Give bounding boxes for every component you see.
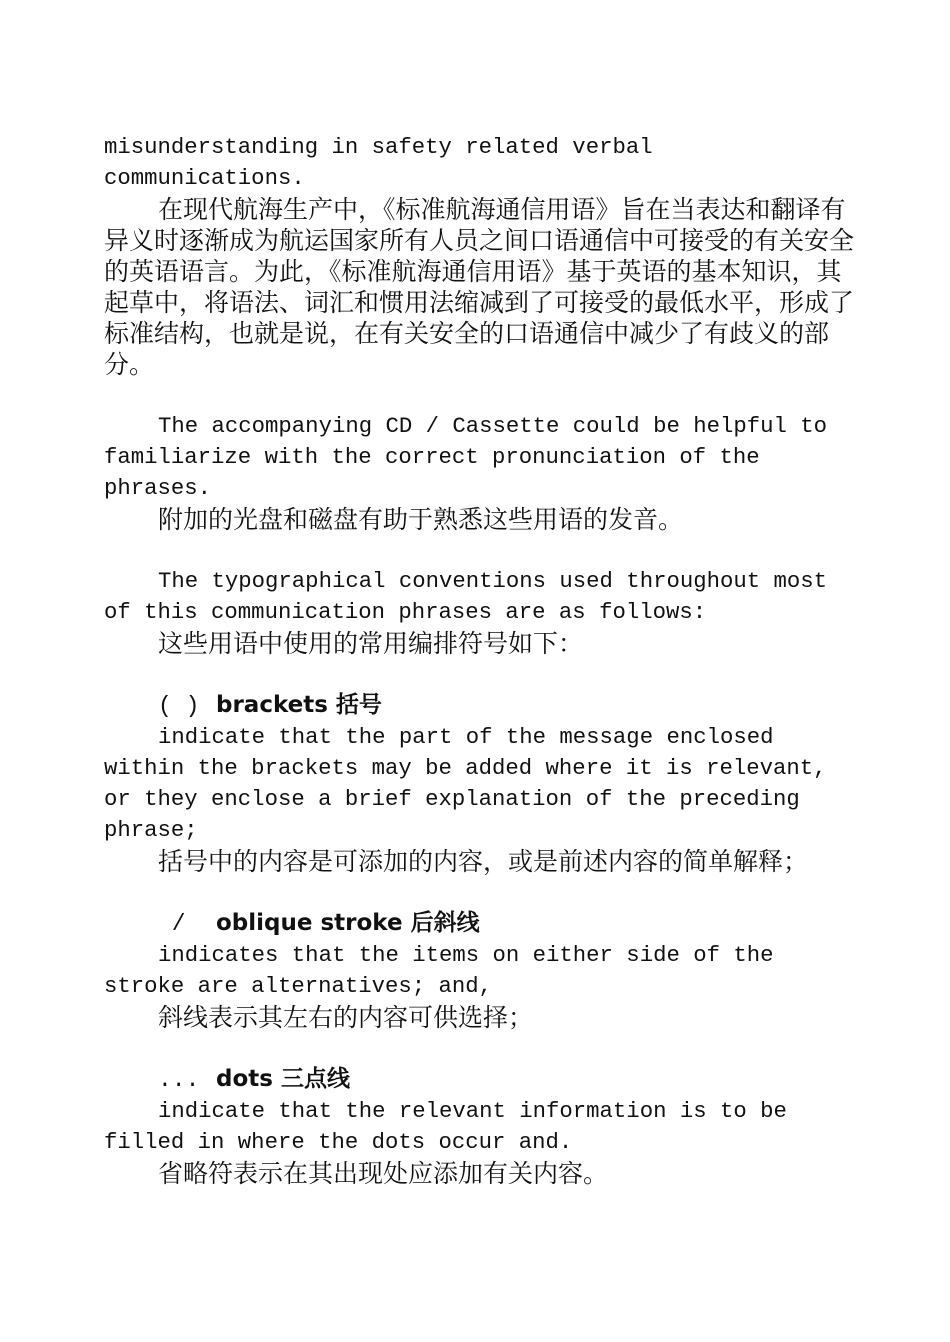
oblique-chinese-description: 斜线表示其左右的内容可供选择； [158, 1003, 534, 1032]
dots-chinese-description: 省略符表示在其出现处应添加有关内容。 [158, 1159, 609, 1188]
dots-symbol: ... [158, 1067, 200, 1093]
intro-chinese-paragraph: 在现代航海生产中，《标准航海通信用语》旨在当表达和翻译有异义时逐渐成为航运国家所有人员之间口语通信中可接受的有关安全的英语语言。为此，《标准航海通信用语》基于英语的基本知识，其起草中，将语法、词汇和惯用法缩减到了可接受的最低水平，形成了标准结构，也就是说，在有关安全的口语通信中减少了有歧义的部分。 [104, 195, 855, 379]
spacer [104, 535, 864, 566]
cd-chinese-paragraph: 附加的光盘和磁盘有助于熟悉这些用语的发音。 [158, 505, 684, 534]
dots-heading [104, 1064, 864, 1096]
oblique-term: oblique stroke 后斜线 [216, 910, 480, 936]
brackets-chinese-description: 括号中的内容是可添加的内容，或是前述内容的简单解释； [158, 847, 809, 876]
brackets-english-description: indicate that the part of the message enclosed within the brackets may be added where it is relevant, or they enclose a brief explanation of the preceding phrase; [104, 724, 840, 843]
dots-term: dots 三点线 [216, 1066, 350, 1092]
oblique-heading [104, 908, 864, 940]
intro-english-tail: misunderstanding in safety related verbal communications. [104, 134, 666, 191]
spacer [104, 380, 864, 411]
cd-english-paragraph: The accompanying CD / Cassette could be helpful to familiarize with the correct pronunciation of the phrases. [104, 413, 841, 501]
brackets-term: brackets 括号 [216, 692, 382, 718]
conventions-english-paragraph: The typographical conventions used throughout most of this communication phrases are as follows: [104, 568, 841, 625]
spacer [104, 1033, 864, 1064]
brackets-symbol: ( ) [158, 693, 200, 719]
oblique-english-description: indicates that the items on either side of the stroke are alternatives; and, [104, 942, 787, 999]
spacer [104, 659, 864, 690]
conventions-chinese-paragraph: 这些用语中使用的常用编排符号如下： [158, 629, 584, 658]
brackets-heading [104, 690, 864, 722]
oblique-symbol: / [158, 911, 186, 937]
dots-english-description: indicate that the relevant information is to be filled in where the dots occur and. [104, 1098, 801, 1155]
document-page [104, 132, 864, 1189]
spacer [104, 877, 864, 908]
